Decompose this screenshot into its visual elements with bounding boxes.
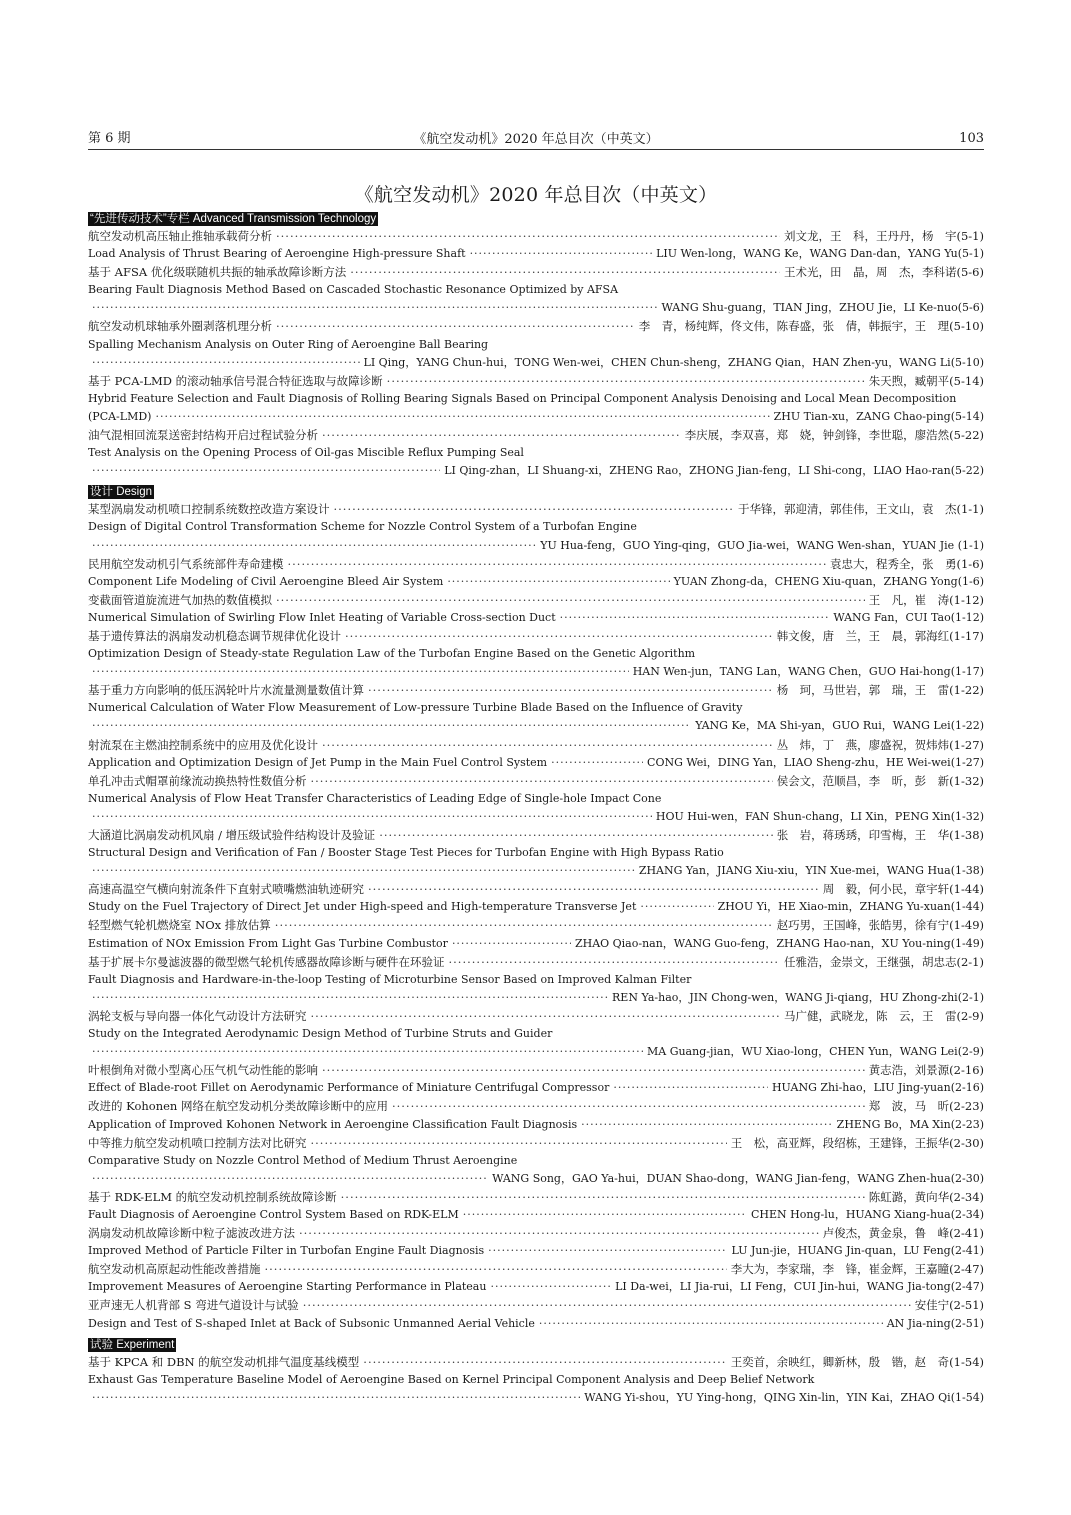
dot-leader — [363, 1353, 726, 1371]
authors-and-page: 朱天煦，臧朝平(5-14) — [868, 373, 984, 388]
toc-entry-en — [88, 1389, 984, 1407]
authors-and-page: 刘文龙，王 科，王丹丹，杨 宇(5-1) — [784, 229, 984, 243]
article-title: 高速高温空气横向射流条件下直射式喷嘴燃油轨迹研究 — [88, 882, 364, 897]
dot-leader — [613, 1079, 768, 1097]
authors-and-page: 侯会文，范顺昌，李 昕，彭 新(1-32) — [776, 773, 984, 788]
dot-leader — [334, 500, 735, 518]
dot-leader — [470, 245, 653, 263]
article-title: Fault Diagnosis and Hardware-in-the-loop Testing of Microturbine Sensor Based on Improved Kalman Filter — [88, 972, 692, 986]
article-title: 航空发动机高压轴止推轴承载荷分析 — [88, 229, 272, 243]
article-title: 亚声速无人机背部 S 弯进气道设计与试验 — [88, 1298, 299, 1313]
toc-entry-en-title — [88, 336, 984, 354]
article-title: Design and Test of S-shaped Inlet at Back of Subsonic Unmanned Aerial Vehicle — [88, 1316, 535, 1330]
authors-and-page: WANG Song，GAO Ya-hui，DUAN Shao-dong，WANG Jian-feng，WANG Zhen-hua(2-30) — [492, 1171, 984, 1185]
dot-leader — [303, 1296, 911, 1314]
authors-and-page: 于华锋，郭迎清，郭佳伟，王文山，袁 杰(1-1) — [738, 502, 984, 517]
toc-entry-zh — [88, 1007, 984, 1025]
dot-leader — [581, 1116, 833, 1134]
toc-entry-zh — [88, 1061, 984, 1079]
dot-leader — [92, 717, 691, 735]
dot-leader — [449, 953, 781, 971]
running-header — [88, 126, 984, 150]
article-title: Optimization Design of Steady-state Regulation Law of the Turbofan Engine Based on the Genetic Algorithm — [88, 647, 696, 661]
article-title: Component Life Modeling of Civil Aeroengine Bleed Air System — [88, 574, 444, 588]
toc-entry-en — [88, 1116, 984, 1134]
dot-leader — [560, 609, 830, 627]
authors-and-page: 安佳宁(2-51) — [914, 1298, 984, 1313]
article-title: 轻型燃气轮机燃烧室 NOx 排放估算 — [88, 918, 271, 933]
toc-entry-en — [88, 1170, 984, 1188]
article-title: 基于扩展卡尔曼滤波器的微型燃气轮机传感器故障诊断与硬件在环验证 — [88, 954, 445, 969]
authors-and-page: AN Jia-ning(2-51) — [886, 1316, 984, 1330]
authors-and-page: 张 岩，蒋琇琇，印雪梅，王 华(1-38) — [776, 828, 984, 842]
toc-entry-zh — [88, 1296, 984, 1314]
dot-leader — [490, 1278, 611, 1296]
article-title: 基于 RDK-ELM 的航空发动机控制系统故障诊断 — [88, 1189, 337, 1204]
article-title: 叶根倒角对微小型离心压气机气动性能的影响 — [88, 1063, 318, 1078]
toc-entry-en — [88, 537, 984, 555]
toc-entry-zh — [88, 263, 984, 281]
article-title: 基于遗传算法的涡扇发动机稳态调节规律优化设计 — [88, 628, 341, 643]
authors-and-page: 卢俊杰，黄金泉，鲁 峰(2-41) — [822, 1226, 984, 1241]
article-title: 航空发动机高原起动性能改善措施 — [88, 1262, 261, 1277]
dot-leader — [288, 555, 827, 573]
dot-leader — [368, 880, 819, 898]
dot-leader — [92, 299, 658, 317]
toc-entry-en-title — [88, 971, 984, 989]
article-title: Numerical Analysis of Flow Heat Transfer Characteristics of Leading Edge of Single-hole Impact Cone — [88, 791, 662, 805]
article-title: 基于 KPCA 和 DBN 的航空发动机排气温度基线模型 — [88, 1354, 360, 1369]
authors-and-page: ZHAO Qiao-nan，WANG Guo-feng，ZHANG Hao-nan，XU You-ning(1-49) — [574, 936, 984, 950]
authors-and-page: 李 青，杨纯辉，佟文伟，陈春盛，张 倩，韩振宇，王 理(5-10) — [638, 319, 984, 334]
authors-and-page: 赵巧男，王国峰，张皓男，徐有宁(1-49) — [776, 918, 984, 933]
authors-and-page: ZHENG Bo，MA Xin(2-23) — [836, 1117, 984, 1131]
toc-entry-en-title — [88, 699, 984, 717]
toc-entry-en-title — [88, 1371, 984, 1389]
authors-and-page: CONG Wei，DING Yan，LIAO Sheng-zhu，HE Wei-wei(1-27) — [647, 755, 984, 769]
authors-and-page: 王 凡，崔 涛(1-12) — [868, 592, 984, 607]
toc-entry-zh — [88, 426, 984, 444]
toc-entry-en-title — [88, 645, 984, 663]
toc-entry-en-title — [88, 790, 984, 808]
dot-leader — [92, 462, 440, 480]
authors-and-page: LIU Wen-long，WANG Ke，WANG Dan-dan，YANG Yu(5-1) — [656, 247, 984, 261]
article-title: Application and Optimization Design of Jet Pump in the Main Fuel Control System — [88, 755, 548, 769]
dot-leader — [387, 372, 865, 390]
toc-entry-en — [88, 1242, 984, 1260]
article-title: 中等推力航空发动机喷口控制方法对比研究 — [88, 1135, 307, 1150]
authors-and-page: 郑 波，马 昕(2-23) — [868, 1099, 984, 1114]
authors-and-page: ZHANG Yan，JIANG Xiu-xiu，YIN Xue-mei，WANG Hua(1-38) — [638, 864, 984, 878]
authors-and-page: CHEN Hong-lu，HUANG Xiang-hua(2-34) — [751, 1207, 984, 1221]
article-title: Exhaust Gas Temperature Baseline Model of Aeroengine Based on Kernel Principal Component Analysis and Deep Belief Network — [88, 1372, 815, 1386]
dot-leader — [551, 754, 643, 772]
article-title: Design of Digital Control Transformation Scheme for Nozzle Control System of a Turbofan Engine — [88, 520, 637, 534]
toc-entry-zh — [88, 681, 984, 699]
toc-entry-zh — [88, 772, 984, 790]
article-title: Comparative Study on Nozzle Control Method of Medium Thrust Aeroengine — [88, 1153, 518, 1167]
dot-leader — [276, 591, 865, 609]
article-title: Study on the Integrated Aerodynamic Design Method of Turbine Struts and Guider — [88, 1027, 553, 1041]
dot-leader — [92, 354, 360, 372]
toc-entry-zh — [88, 317, 984, 335]
dot-leader — [463, 1206, 747, 1224]
authors-and-page: 袁忠大，程秀全，张 勇(1-6) — [830, 556, 984, 571]
toc-entry-en — [88, 609, 984, 627]
toc-entry-en-title — [88, 518, 984, 536]
article-title: 油气混相回流泵送密封结构开启过程试验分析 — [88, 428, 318, 443]
dot-leader — [276, 317, 635, 335]
toc-entry-zh — [88, 500, 984, 518]
toc-entry-en — [88, 663, 984, 681]
toc-entry-en — [88, 1315, 984, 1333]
article-title: Numerical Calculation of Water Flow Measurement of Low-pressure Turbine Blade Based on the Influence of Gravity — [88, 701, 743, 715]
authors-and-page: YANG Ke，MA Shi-yan，GUO Rui，WANG Lei(1-22) — [695, 719, 984, 733]
authors-and-page: 李大为，李家瑞，李 锋，崔金辉，王嘉瞳(2-47) — [730, 1262, 984, 1277]
authors-and-page: HAN Wen-jun，TANG Lan，WANG Chen，GUO Hai-hong(1-17) — [632, 665, 984, 679]
article-title: 大涵道比涡扇发动机风扇 / 增压级试验件结构设计及验证 — [88, 828, 376, 842]
toc-entry-zh — [88, 1188, 984, 1206]
article-title: 射流泵在主燃油控制系统中的应用及优化设计 — [88, 737, 318, 752]
dot-leader — [345, 627, 773, 645]
table-of-contents — [88, 207, 984, 1407]
toc-entry-en — [88, 354, 984, 372]
toc-entry-en — [88, 808, 984, 826]
authors-and-page: 丛 炜，丁 燕，廖盛祝，贺炜炜(1-27) — [776, 737, 984, 752]
dot-leader — [311, 1007, 781, 1025]
authors-and-page: LI Qing，YANG Chun-hui，TONG Wen-wei，CHEN Chun-sheng，ZHANG Qian，HAN Zhen-yu，WANG Li(5-10) — [363, 355, 984, 369]
dot-leader — [452, 935, 571, 953]
dot-leader — [322, 736, 773, 754]
authors-and-page: ZHOU Yi，HE Xiao-min，ZHANG Yu-xuan(1-44) — [717, 900, 984, 914]
article-title: Improvement Measures of Aeroengine Starting Performance in Plateau — [88, 1280, 487, 1294]
article-title: 基于 AFSA 优化级联随机共振的轴承故障诊断方法 — [88, 265, 347, 280]
article-title: 变截面管道旋流进气加热的数值模拟 — [88, 592, 272, 607]
article-title: 涡轮支板与导向器一体化气动设计方法研究 — [88, 1008, 307, 1023]
toc-entry-en — [88, 989, 984, 1007]
authors-and-page: YU Hua-feng，GUO Ying-qing，GUO Jia-wei，WANG Wen-shan，YUAN Jie (1-1) — [540, 538, 984, 552]
article-title: Study on the Fuel Trajectory of Direct Jet under High-speed and High-temperature Transverse Jet — [88, 900, 637, 914]
toc-entry-en — [88, 862, 984, 880]
authors-and-page: 王奕首，余映红，卿新林，殷 锴，赵 奇(1-54) — [730, 1354, 984, 1369]
toc-entry-zh — [88, 1260, 984, 1278]
toc-entry-en — [88, 462, 984, 480]
authors-and-page: LI Qing-zhan，LI Shuang-xi，ZHENG Rao，ZHONG Jian-feng，LI Shi-cong，LIAO Hao-ran(5-22) — [444, 464, 984, 478]
authors-and-page: 任雅浩，金崇文，王继强，胡忠志(2-1) — [784, 954, 984, 969]
dot-leader — [276, 227, 780, 245]
dot-leader — [92, 1389, 580, 1407]
page — [88, 126, 984, 1407]
dot-leader — [350, 263, 780, 281]
authors-and-page: 陈虹潞，黄向华(2-34) — [868, 1189, 984, 1204]
dot-leader — [322, 426, 681, 444]
authors-and-page: MA Guang-jian，WU Xiao-long，CHEN Yun，WANG Lei(2-9) — [646, 1045, 984, 1059]
section-heading: “先进传动技术”专栏 Advanced Transmission Technology — [90, 213, 377, 225]
toc-entry-en-title — [88, 1025, 984, 1043]
dot-leader — [341, 1188, 865, 1206]
toc-entry-zh — [88, 591, 984, 609]
dot-leader — [539, 1315, 883, 1333]
authors-and-page: LI Da-wei，LI Jia-rui，LI Feng，CUI Jin-hui，WANG Jia-tong(2-47) — [615, 1280, 984, 1294]
toc-entry-zh — [88, 736, 984, 754]
authors-and-page: HOU Hui-wen，FAN Shun-chang，LI Xin，PENG Xin(1-32) — [655, 809, 984, 823]
dot-leader — [92, 862, 635, 880]
toc-entry-en — [88, 245, 984, 263]
dot-leader — [311, 772, 773, 790]
authors-and-page: 黄志浩，刘景源(2-16) — [868, 1063, 984, 1078]
article-title: Load Analysis of Thrust Bearing of Aeroengine High-pressure Shaft — [88, 247, 466, 261]
article-title: 民用航空发动机引气系统部件寿命建模 — [88, 556, 284, 571]
authors-and-page: YUAN Zhong-da，CHENG Xiu-quan，ZHANG Yong(1-6) — [673, 574, 984, 588]
page-number: 103 — [959, 131, 984, 146]
toc-entry-en — [88, 898, 984, 916]
dot-leader — [92, 989, 608, 1007]
toc-entry-en-title — [88, 281, 984, 299]
article-title: Hybrid Feature Selection and Fault Diagnosis of Rolling Bearing Signals Based on Principal Component Analysis Denoising and Local Mean Decomposition — [88, 391, 957, 405]
article-title: Structural Design and Verification of Fan / Booster Stage Test Pieces for Turbofan Engine with High Bypass Ratio — [88, 846, 724, 860]
dot-leader — [92, 1170, 488, 1188]
toc-entry-en — [88, 935, 984, 953]
authors-and-page: 李庆展，李双喜，郑 娆，钟剑锋，李世聪，廖浩然(5-22) — [684, 428, 984, 443]
toc-entry-en-title — [88, 1152, 984, 1170]
article-title: Test Analysis on the Opening Process of Oil-gas Miscible Reflux Pumping Seal — [88, 446, 524, 460]
article-title: Estimation of NOx Emission From Light Gas Turbine Combustor — [88, 936, 448, 950]
toc-entry-zh — [88, 227, 984, 245]
authors-and-page: REN Ya-hao，JIN Chong-wen，WANG Ji-qiang，HU Zhong-zhi(2-1) — [612, 990, 984, 1004]
dot-leader — [299, 1224, 819, 1242]
dot-leader — [265, 1260, 727, 1278]
toc-entry-zh — [88, 1224, 984, 1242]
article-title: Numerical Simulation of Swirling Flow Inlet Heating of Variable Cross-section Duct — [88, 610, 556, 624]
authors-and-page: 王 松，高亚辉，段绍栋，王建锋，王振华(2-30) — [730, 1135, 984, 1150]
authors-and-page: HUANG Zhi-hao，LIU Jing-yuan(2-16) — [771, 1081, 984, 1095]
dot-leader — [92, 663, 629, 681]
toc-entry-en — [88, 573, 984, 591]
dot-leader — [447, 573, 669, 591]
article-title: Effect of Blade-root Fillet on Aerodynamic Performance of Miniature Centrifugal Compressor — [88, 1081, 610, 1095]
dot-leader — [275, 916, 773, 934]
toc-entry-en — [88, 1079, 984, 1097]
article-title: Bearing Fault Diagnosis Method Based on Cascaded Stochastic Resonance Optimized by AFSA — [88, 283, 619, 297]
dot-leader — [92, 1043, 643, 1061]
article-title: 基于重力方向影响的低压涡轮叶片水流量测量数值计算 — [88, 683, 364, 698]
article-title: Fault Diagnosis of Aeroengine Control System Based on RDK-ELM — [88, 1207, 459, 1221]
dot-leader — [92, 537, 536, 555]
dot-leader — [392, 1097, 865, 1115]
article-title: 改进的 Kohonen 网络在航空发动机分类故障诊断中的应用 — [88, 1099, 388, 1114]
dot-leader — [155, 408, 769, 426]
toc-entry-zh — [88, 1353, 984, 1371]
article-title: 航空发动机球轴承外圈剥落机理分析 — [88, 319, 272, 334]
toc-entry-zh — [88, 372, 984, 390]
toc-entry-en — [88, 754, 984, 772]
issue-number: 第 6 期 — [88, 131, 131, 146]
page-title: 《航空发动机》2020 年总目次（中英文） — [354, 184, 718, 206]
authors-and-page: 马广健，武晓龙，陈 云，王 雷(2-9) — [784, 1008, 984, 1023]
authors-and-page: WANG Shu-guang，TIAN Jing，ZHOU Jie，LI Ke-nuo(5-6) — [661, 301, 984, 315]
toc-entry-en-title — [88, 390, 984, 408]
authors-and-page: 周 毅，何小民，章宇轩(1-44) — [822, 882, 984, 897]
article-title: 涡扇发动机故障诊断中粒子滤波改进方法 — [88, 1226, 295, 1241]
article-title: 单孔冲击式帽罩前缘流动换热特性数值分析 — [88, 773, 307, 788]
dot-leader — [322, 1061, 865, 1079]
toc-entry-en — [88, 299, 984, 317]
article-title: Application of Improved Kohonen Network in Aeroengine Classification Fault Diagnosis — [88, 1117, 578, 1131]
toc-entry-en-title — [88, 444, 984, 462]
dot-leader — [92, 808, 652, 826]
authors-and-page: 韩文俊，唐 兰，王 晨，郭海红(1-17) — [776, 628, 984, 643]
article-title: Improved Method of Particle Filter in Turbofan Engine Fault Diagnosis — [88, 1244, 485, 1258]
dot-leader — [311, 1134, 727, 1152]
authors-and-page: WANG Fan，CUI Tao(1-12) — [833, 610, 984, 624]
toc-entry-en — [88, 1043, 984, 1061]
article-title: Spalling Mechanism Analysis on Outer Ring of Aeroengine Ball Bearing — [88, 337, 489, 351]
dot-leader — [379, 826, 773, 844]
authors-and-page: 王术光，田 晶，周 杰，李科诺(5-6) — [784, 265, 984, 280]
toc-entry-zh — [88, 1134, 984, 1152]
toc-entry-en-title — [88, 844, 984, 862]
authors-and-page: LU Jun-jie，HUANG Jin-quan，LU Feng(2-41) — [731, 1244, 984, 1258]
toc-entry-en — [88, 1206, 984, 1224]
section-heading: 试验 Experiment — [90, 1338, 175, 1351]
dot-leader — [488, 1242, 727, 1260]
article-title: (PCA-LMD) — [88, 409, 152, 423]
authors-and-page: WANG Yi-shou，YU Ying-hong，QING Xin-lin，YIN Kai，ZHAO Qi(1-54) — [584, 1390, 984, 1404]
toc-entry-en — [88, 408, 984, 426]
toc-entry-zh — [88, 826, 984, 844]
toc-entry-zh — [88, 1097, 984, 1115]
toc-entry-zh — [88, 555, 984, 573]
dot-leader — [640, 898, 713, 916]
toc-entry-zh — [88, 880, 984, 898]
article-title: 基于 PCA-LMD 的滚动轴承信号混合特征选取与故障诊断 — [88, 373, 383, 388]
running-title: 《航空发动机》2020 年总目次（中英文） — [413, 132, 659, 147]
toc-entry-zh — [88, 627, 984, 645]
authors-and-page: 杨 珂，马世岩，郭 瑞，王 雷(1-22) — [776, 683, 984, 698]
section-heading: 设计 Design — [90, 486, 152, 499]
toc-entry-zh — [88, 953, 984, 971]
toc-entry-zh — [88, 916, 984, 934]
article-title: 某型涡扇发动机喷口控制系统数控改造方案设计 — [88, 502, 330, 517]
authors-and-page: ZHU Tian-xu，ZANG Chao-ping(5-14) — [773, 409, 984, 423]
toc-entry-en — [88, 717, 984, 735]
dot-leader — [368, 681, 773, 699]
toc-entry-en — [88, 1278, 984, 1296]
